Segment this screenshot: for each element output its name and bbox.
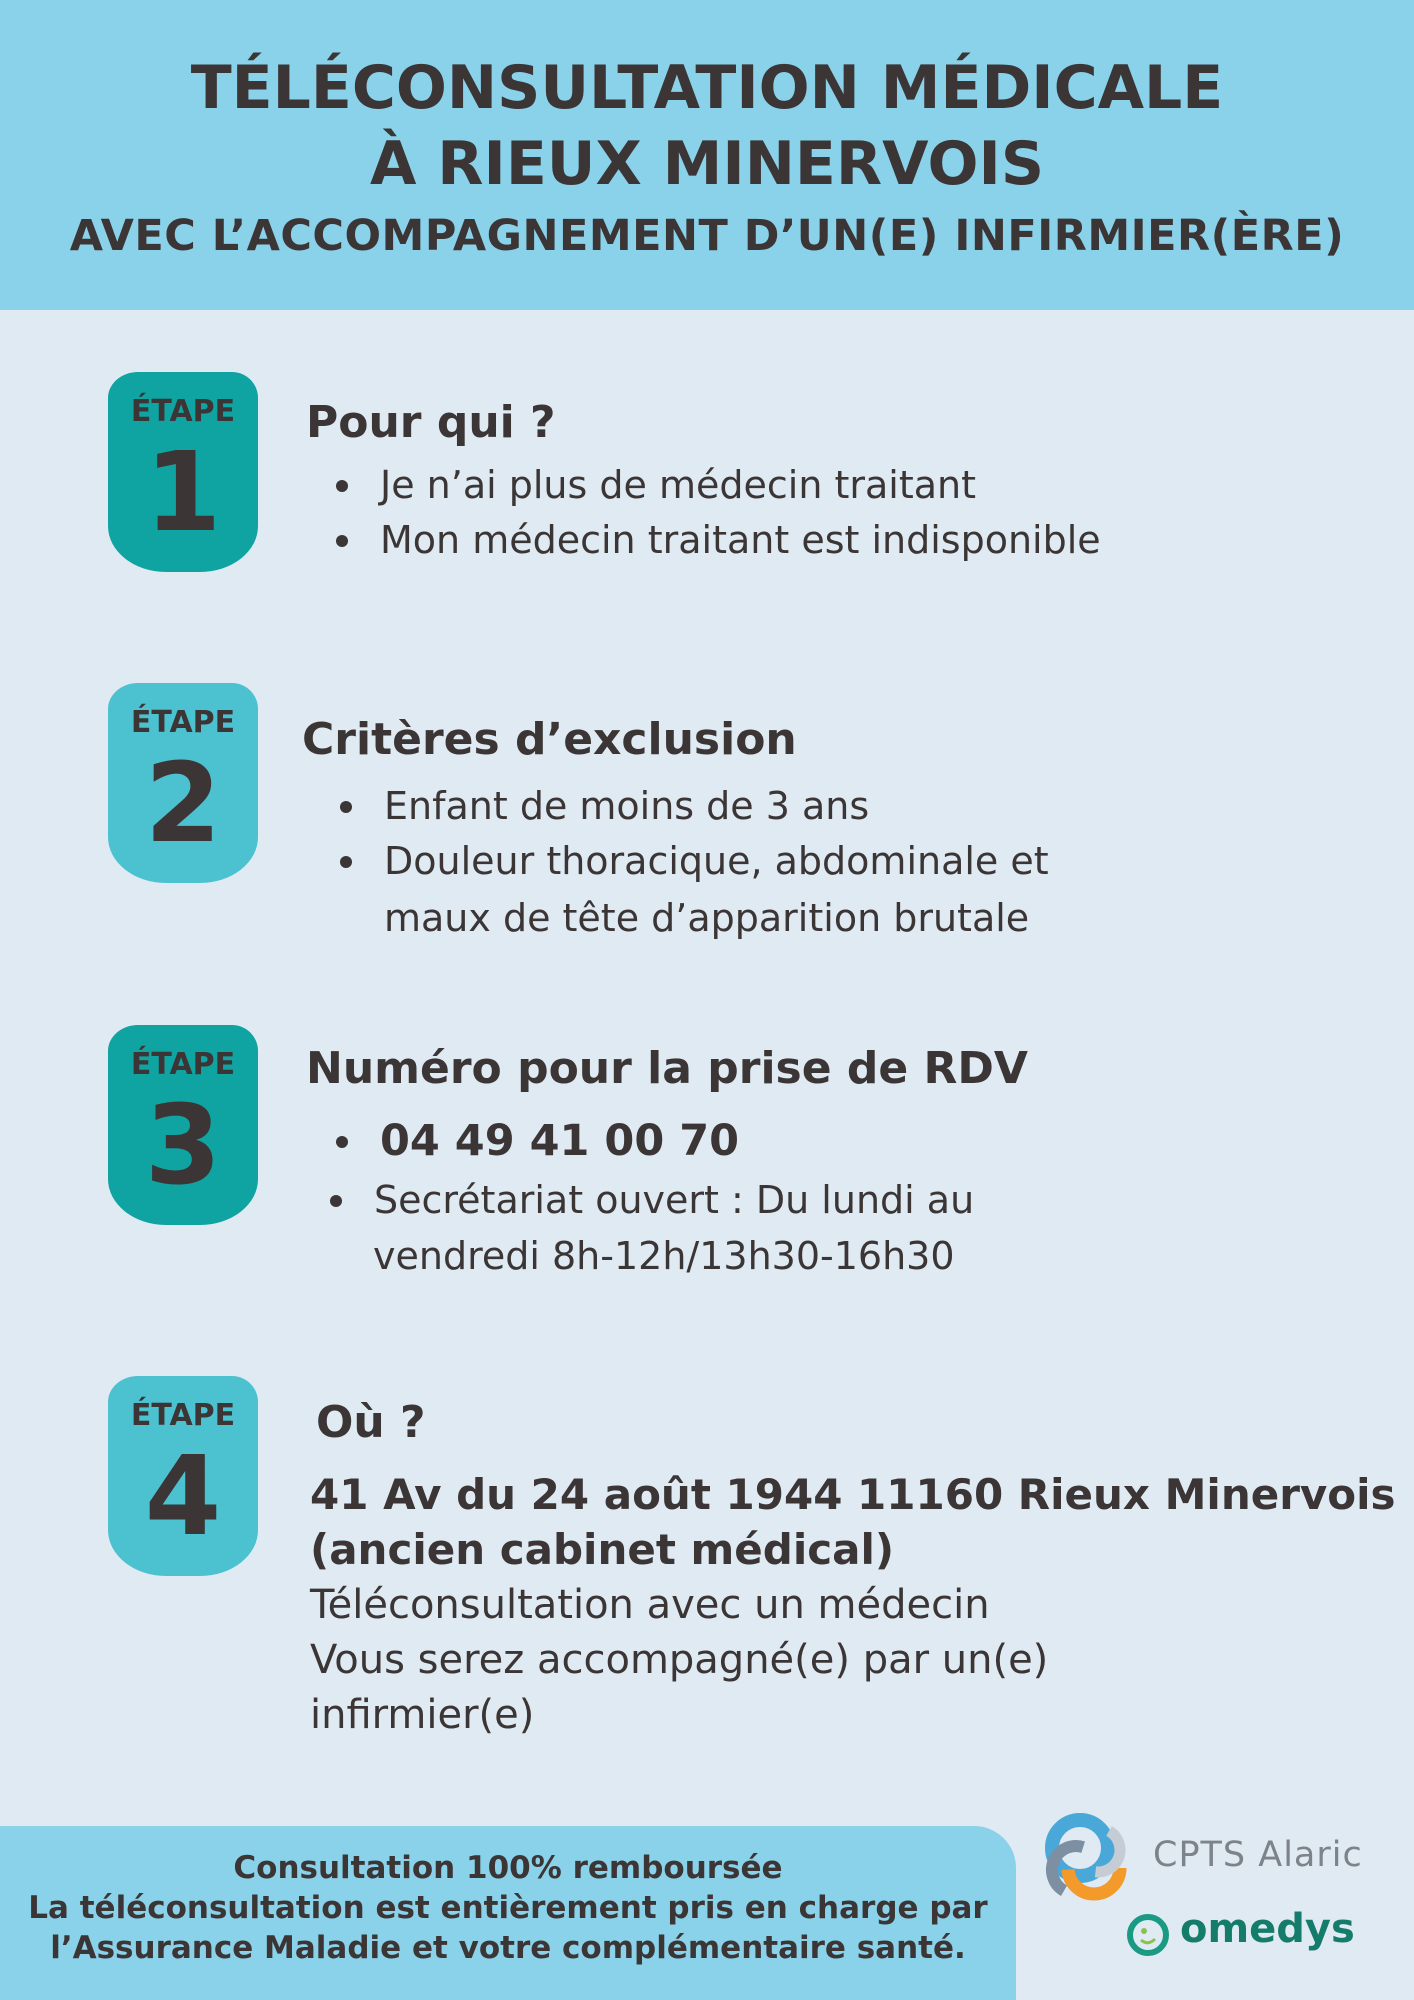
address: 41 Av du 24 août 1944 11160 Rieux Minervois: [310, 1470, 1396, 1519]
omedys-logo-text: omedys: [1180, 1906, 1355, 1952]
cpts-logo-text: CPTS Alaric: [1153, 1835, 1363, 1875]
step-3-title: Numéro pour la prise de RDV: [306, 1043, 1028, 1094]
list-item: Secrétariat ouvert : Du lundi au: [324, 1173, 974, 1228]
step-1-title: Pour qui ?: [306, 397, 556, 448]
list-item-continuation: vendredi 8h-12h/13h30-16h30: [373, 1234, 955, 1278]
step-2-badge: [108, 683, 258, 883]
step-number: 3: [144, 1081, 222, 1209]
phone-number: 04 49 41 00 70: [330, 1111, 739, 1171]
step-label: ÉTAPE: [130, 1047, 236, 1082]
step-3-badge: [108, 1025, 258, 1225]
list-item: Je n’ai plus de médecin traitant: [330, 458, 1101, 513]
step-1-badge: [108, 372, 258, 572]
step-3-list: [330, 1111, 739, 1171]
footer-banner: [0, 1826, 1016, 2000]
omedys-logo-icon: [1125, 1912, 1171, 1958]
list-item-continuation: maux de tête d’apparition brutale: [384, 896, 1030, 940]
list-item: Enfant de moins de 3 ans: [334, 779, 1049, 834]
step-2-title: Critères d’exclusion: [302, 714, 797, 765]
page-title: TÉLÉCONSULTATION MÉDICALE: [190, 53, 1224, 123]
cpts-logo-icon: [1036, 1810, 1136, 1910]
footer-line: La téléconsultation est entièrement pris en charge par: [28, 1890, 988, 1926]
step-4-badge: [108, 1376, 258, 1576]
step-1-list: [330, 458, 1101, 568]
page-subtitle: AVEC L’ACCOMPAGNEMENT D’UN(E) INFIRMIER(ÈRE): [69, 211, 1345, 261]
page-title-location: À RIEUX MINERVOIS: [369, 129, 1045, 199]
step-4-title: Où ?: [316, 1397, 426, 1448]
step-number: 2: [144, 739, 222, 867]
step-3-hours-list: [324, 1173, 974, 1228]
step-label: ÉTAPE: [130, 394, 236, 429]
address-note: (ancien cabinet médical): [310, 1525, 895, 1574]
info-text: Téléconsultation avec un médecin: [310, 1582, 990, 1628]
list-item: Mon médecin traitant est indisponible: [330, 513, 1101, 568]
info-text: infirmier(e): [310, 1692, 535, 1738]
step-label: ÉTAPE: [130, 1398, 236, 1433]
step-number: 1: [144, 428, 222, 556]
page-header: [0, 0, 1414, 310]
footer-line: l’Assurance Maladie et votre complémentaire santé.: [50, 1930, 966, 1966]
step-label: ÉTAPE: [130, 705, 236, 740]
step-number: 4: [144, 1432, 222, 1560]
list-item: Douleur thoracique, abdominale et: [334, 834, 1049, 889]
info-text: Vous serez accompagné(e) par un(e): [310, 1637, 1049, 1683]
step-2-list: [334, 779, 1049, 889]
footer-line: Consultation 100% remboursée: [233, 1850, 783, 1886]
